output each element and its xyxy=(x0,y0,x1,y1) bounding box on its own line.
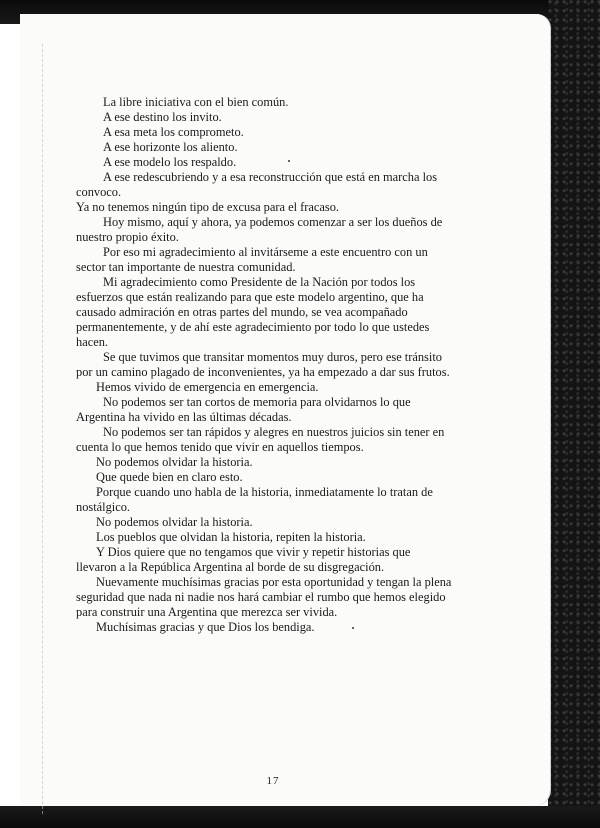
text-line: Se que tuvimos que transitar momentos muy duros, pero ese tránsito xyxy=(103,350,442,364)
scan-bottom-border xyxy=(0,806,600,828)
text-line: A esa meta los comprometo. xyxy=(103,125,244,139)
text-line: sector tan importante de nuestra comunidad. xyxy=(76,260,296,274)
text-line: por un camino plagado de inconvenientes, ya ha empezado a dar sus frutos. xyxy=(76,365,450,379)
text-line: No podemos olvidar la historia. xyxy=(96,455,253,469)
text-line: esfuerzos que están realizando para que este modelo argentino, que ha xyxy=(76,290,424,304)
text-line: Nuevamente muchísimas gracias por esta oportunidad y tengan la plena xyxy=(96,575,452,589)
scan-speck xyxy=(288,160,290,162)
text-line: Los pueblos que olvidan la historia, repiten la historia. xyxy=(96,530,366,544)
text-line: A ese horizonte los aliento. xyxy=(103,140,238,154)
text-line: permanentemente, y de ahí este agradecimiento por todo lo que ustedes xyxy=(76,320,430,334)
text-line: No podemos ser tan cortos de memoria para olvidarnos lo que xyxy=(103,395,411,409)
text-line: convoco. xyxy=(76,185,122,199)
text-line: hacen. xyxy=(76,335,108,349)
text-line: nostálgico. xyxy=(76,500,131,514)
binding-edge xyxy=(42,44,51,814)
text-line: La libre iniciativa con el bien común. xyxy=(103,95,289,109)
text-line: Por eso mi agradecimiento al invitárseme a este encuentro con un xyxy=(103,245,428,259)
text-line: No podemos ser tan rápidos y alegres en nuestros juicios sin tener en xyxy=(103,425,445,439)
text-line: Muchísimas gracias y que Dios los bendiga. xyxy=(96,620,315,634)
document-body xyxy=(76,95,480,635)
text-line: causado admiración en otras partes del mundo, se vea acompañado xyxy=(76,305,408,319)
text-line: llevaron a la República Argentina al borde de su disgregación. xyxy=(76,560,385,574)
text-line: Hemos vivido de emergencia en emergencia. xyxy=(96,380,319,394)
text-line: Que quede bien en claro esto. xyxy=(96,470,243,484)
text-line: nuestro propio éxito. xyxy=(76,230,179,244)
text-line: No podemos olvidar la historia. xyxy=(96,515,253,529)
text-line: Argentina ha vivido en las últimas décadas. xyxy=(76,410,292,424)
text-line: Porque cuando uno habla de la historia, inmediatamente lo tratan de xyxy=(96,485,433,499)
text-line: A ese redescubriendo y a esa reconstrucción que está en marcha los xyxy=(103,170,438,184)
text-line: Hoy mismo, aquí y ahora, ya podemos comenzar a ser los dueños de xyxy=(103,215,443,229)
text-line: Ya no tenemos ningún tipo de excusa para el fracaso. xyxy=(76,200,339,214)
text-line: para construir una Argentina que merezca ser vivida. xyxy=(76,605,338,619)
text-line: Mi agradecimiento como Presidente de la Nación por todos los xyxy=(103,275,416,289)
text-line: A ese modelo los respaldo. xyxy=(103,155,237,169)
text-line: cuenta lo que hemos tenido que vivir en aquellos tiempos. xyxy=(76,440,364,454)
scan-right-border xyxy=(548,0,600,828)
text-line: seguridad que nada ni nadie nos hará cambiar el rumbo que hemos elegido xyxy=(76,590,446,604)
scan-speck xyxy=(352,627,354,629)
text-line: Y Dios quiere que no tengamos que vivir y repetir historias que xyxy=(96,545,411,559)
page-number: 17 xyxy=(266,775,280,787)
text-line: A ese destino los invito. xyxy=(103,110,222,124)
